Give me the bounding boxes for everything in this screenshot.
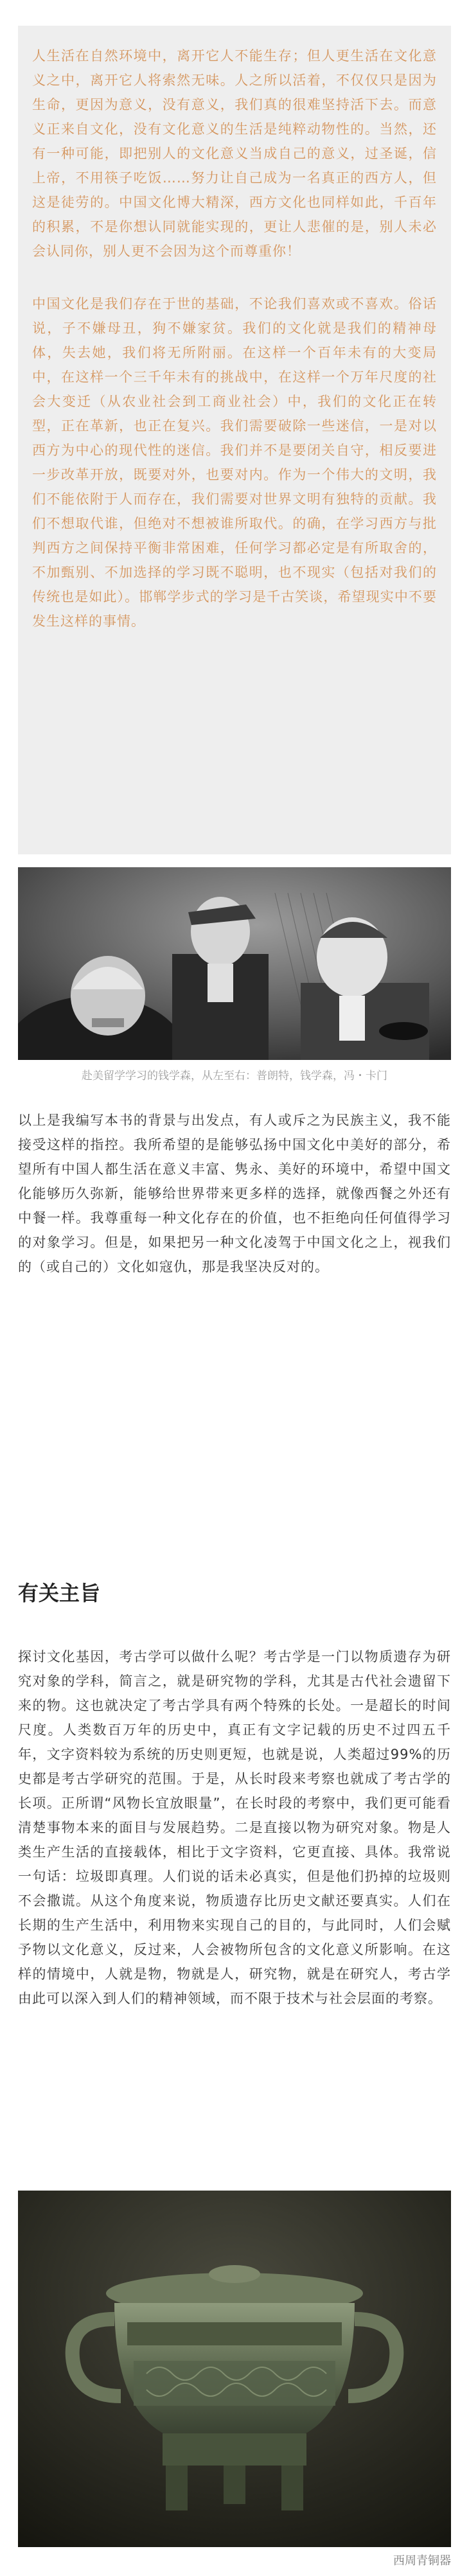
highlight-quote-box	[18, 26, 451, 854]
quote-paragraph: 中国文化是我们存在于世的基础，不论我们喜欢或不喜欢。俗话说，子不嫌母丑，狗不嫌家贫。我们的文化就是我们的精神母体，失去她，我们将无所附丽。在这样一个百年未有的大变局中，在这样一个三千年未有的挑战中，在这样一个万年尺度的社会大变迁（从农业社会到工商业社会）中，我们的文化正在转型，正在革新，也正在复兴。我们需要破除一些迷信，一是对以西方为中心的现代性的迷信。我们并不是要闭关自守，相反要进一步改革开放，既要对外，也要对内。作为一个伟大的文明，我们不能依附于人而存在，我们需要对世界文明有独特的贡献。我们不想取代谁，但绝对不想被谁所取代。的确，在学习西方与批判西方之间保持平衡非常困难，任何学习都必定是有所取舍的，不加甄别、不加选择的学习既不聪明，也不现实（包括对我们的传统也是如此）。邯郸学步式的学习是千古笑谈，希望现实中不要发生这样的事情。	[32, 296, 437, 629]
image-watermark: 西周青铜器	[393, 2554, 451, 2568]
quote-paragraph: 人生活在自然环境中，离开它人不能生存；但人更生活在文化意义之中，离开它人将索然无味。人之所以活着，不仅仅只是因为生命，更因为意义，没有意义，我们真的很难坚持活下去。而意义正来自文化，没有文化意义的生活是纯粹动物性的。当然，还有一种可能，即把别人的文化意义当成自己的意义，过圣诞，信上帝，不用筷子吃饭……努力让自己成为一名真正的西方人，但这是徒劳的。中国文化博大精深，西方文化也同样如此，千百年的积累，不是你想认同就能实现的，更让人悲催的是，别人未必会认同你，别人更不会因为这个而尊重你！	[32, 48, 437, 259]
body-paragraph: 探讨文化基因，考古学可以做什么呢？考古学是一门以物质遗存为研究对象的学科，简言之，就是研究物的学科，尤其是古代社会遗留下来的物。这也就决定了考古学具有两个特殊的长处。一是超长的时间尺度。人类数百万年的历史中，真正有文字记载的历史不过四五千年，文字资料较为系统的历史则更短，也就是说，人类超过99%的历史都是考古学研究的范围。于是，从长时段来考察也就成了考古学的长项。正所谓“风物长宜放眼量”，在长时段的考察中，我们更可能看清楚事物本来的面目与发展趋势。二是直接以物为研究对象。物是人类生产生活的直接载体，相比于文字资料，它更直接、具体。我常说一句话：垃圾即真理。人们说的话未必真实，但是他们扔掉的垃圾则不会撒谎。从这个角度来说，物质遗存比历史文献还要真实。人们在长期的生产生活中，利用物来实现自己的目的，与此同时，人们会赋予物以文化意义，反过来，人会被物所包含的文化意义所影响。在这样的情境中，人就是物，物就是人，研究物，就是在研究人，考古学由此可以深入到人们的精神领域，而不限于技术与社会层面的考察。	[18, 1649, 451, 2006]
body-paragraph: 以上是我编写本书的背景与出发点，有人或斥之为民族主义，我不能接受这样的指控。我所希望的是能够弘扬中国文化中美好的部分，希望所有中国人都生活在意义丰富、隽永、美好的环境中，希望中国文化能够历久弥新，能够给世界带来更多样的选择，就像西餐之外还有中餐一样。我尊重每一种文化存在的价值，也不拒绝向任何值得学习的对象学习。但是，如果把另一种文化凌驾于中国文化之上，视我们的（或自己的）文化如寇仇，那是我坚决反对的。	[18, 1113, 451, 1275]
bronze-vessel-photo	[18, 2191, 451, 2547]
historical-photo	[18, 867, 451, 1060]
section-heading: 有关主旨	[18, 1581, 101, 1605]
photo-caption: 赴美留学学习的钱学森，从左至右：普朗特，钱学森，冯・卡门	[82, 1070, 387, 1082]
